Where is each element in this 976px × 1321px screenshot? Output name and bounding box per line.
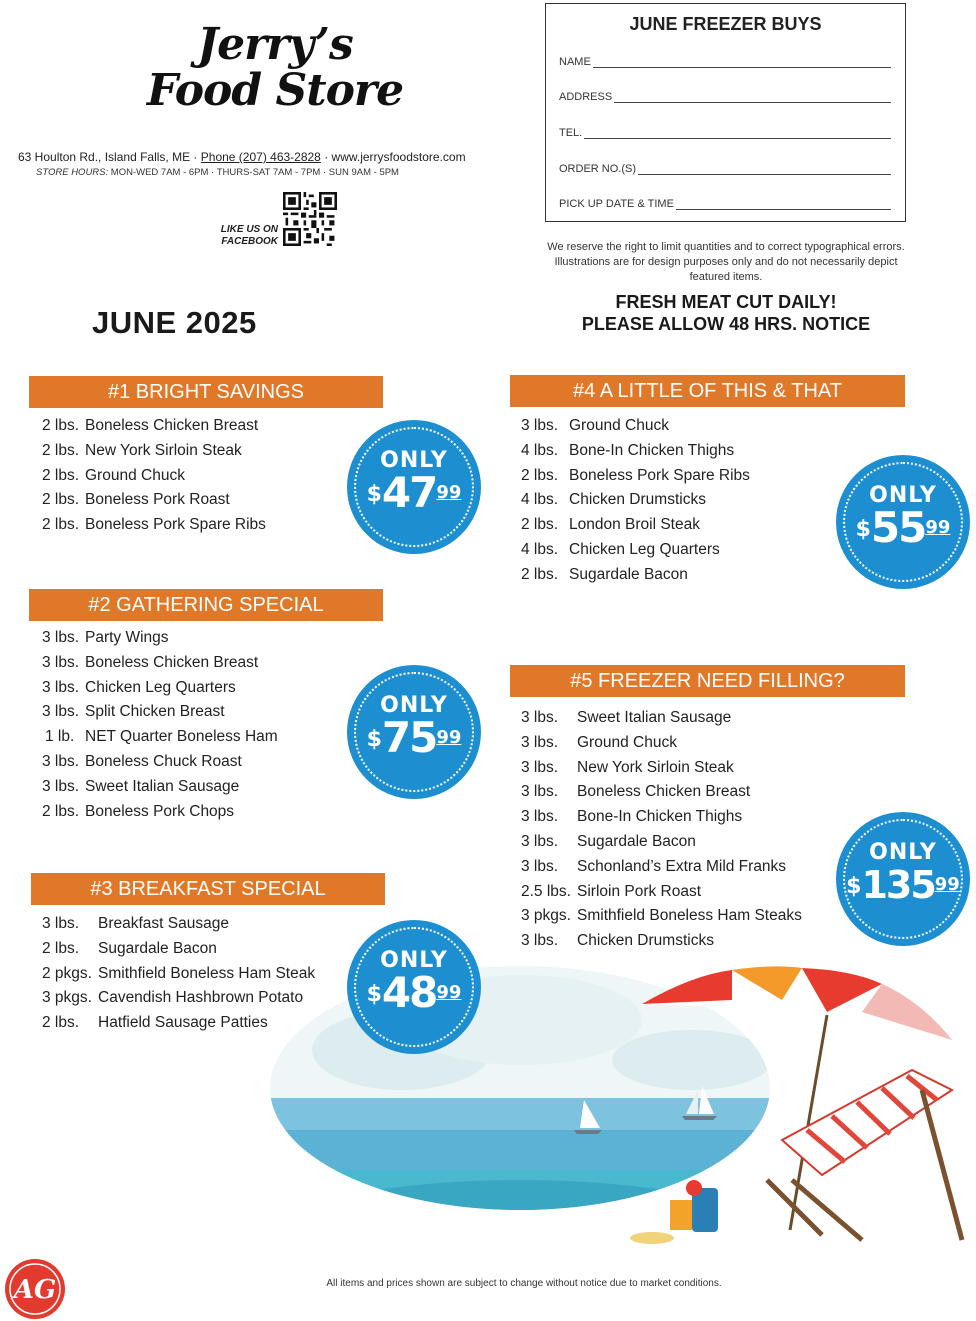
tel-field[interactable]: [559, 127, 891, 139]
item-name: Boneless Chuck Roast: [85, 752, 242, 770]
price-only-label: ONLY: [869, 483, 937, 508]
bundle-3-price: [347, 968, 481, 1024]
item-qty: 2 pkgs.: [42, 964, 92, 982]
bundle-5-header: #5 FREEZER NEED FILLING?: [510, 665, 905, 697]
item-qty: 3 lbs.: [521, 857, 559, 875]
list-item: [42, 488, 266, 513]
item-name: Schonland’s Extra Mild Franks: [577, 857, 787, 875]
item-qty: 1 lb.: [45, 728, 75, 746]
item-qty: 2 lbs.: [42, 516, 80, 534]
list-item: [42, 626, 278, 651]
item-qty: 2 lbs.: [42, 441, 80, 459]
item-name: Hatfield Sausage Patties: [98, 1014, 268, 1032]
price-dollar: $: [855, 517, 871, 542]
price-cents: 99: [436, 727, 462, 748]
item-qty: 4 lbs.: [521, 540, 559, 558]
item-qty: 4 lbs.: [521, 491, 559, 509]
bundle-2-price-badge: [347, 665, 481, 799]
item-qty: 2 lbs.: [42, 466, 80, 484]
list-item: [521, 563, 750, 588]
store-address: 63 Houlton Rd., Island Falls, ME ·: [18, 150, 198, 164]
price-dollar: $: [366, 482, 382, 507]
price-dollar: $: [366, 982, 382, 1007]
item-name: Smithfield Boneless Ham Steaks: [577, 907, 802, 925]
item-qty: 3 pkgs.: [521, 907, 571, 925]
list-item: [521, 929, 802, 954]
item-name: Sirloin Pork Roast: [577, 882, 702, 900]
item-name: Ground Chuck: [577, 733, 677, 751]
list-item: [521, 731, 802, 756]
item-name: Party Wings: [85, 629, 169, 646]
item-qty: 3 lbs.: [521, 808, 559, 826]
price-main: 135: [861, 863, 935, 907]
list-item: [521, 855, 802, 880]
pickup-field-label: PICK UP DATE & TIME: [559, 198, 674, 210]
item-name: Chicken Leg Quarters: [569, 540, 720, 558]
item-qty: 3 lbs.: [521, 417, 559, 434]
price-dollar: $: [366, 727, 382, 752]
bundle-3-header: #3 BREAKFAST SPECIAL: [31, 873, 385, 905]
fresh-meat-notice: [530, 291, 922, 335]
item-name: Sugardale Bacon: [98, 939, 217, 957]
item-qty: 3 lbs.: [42, 777, 80, 795]
price-only-label: ONLY: [380, 448, 448, 473]
tel-field-label: TEL.: [559, 127, 583, 139]
disclaimer: We reserve the right to limit quantities and to correct typographical errors. Illustrations are for design purposes only and do not necessarily depict featured items.: [547, 241, 905, 283]
list-item: [42, 676, 278, 701]
item-name: Sweet Italian Sausage: [577, 709, 732, 726]
item-name: Split Chicken Breast: [85, 703, 225, 721]
address-field[interactable]: [559, 91, 891, 103]
item-name: Boneless Pork Spare Ribs: [569, 466, 750, 484]
bundle-1-items: [42, 414, 266, 538]
price-cents: 99: [934, 874, 960, 895]
order-form-title: JUNE FREEZER BUYS: [629, 14, 822, 34]
item-qty: 3 lbs.: [42, 678, 80, 696]
price-cents: 99: [925, 517, 951, 538]
list-item: [521, 805, 802, 830]
list-item: [521, 756, 802, 781]
item-qty: 2 lbs.: [42, 1014, 80, 1032]
bundle-4-price-badge: [836, 455, 970, 589]
item-name: Breakfast Sausage: [98, 915, 229, 932]
list-item: [521, 880, 802, 905]
list-item: [521, 904, 802, 929]
item-qty: 3 lbs.: [521, 758, 559, 776]
store-hours: [36, 167, 399, 178]
item-name: Bone-In Chicken Thighs: [577, 808, 743, 826]
item-qty: 3 lbs.: [42, 752, 80, 770]
order-no-field[interactable]: [559, 163, 891, 175]
item-name: London Broil Steak: [569, 516, 700, 534]
item-qty: 3 pkgs.: [42, 989, 92, 1007]
list-item: [521, 513, 750, 538]
item-qty: 2 lbs.: [521, 565, 559, 583]
item-qty: 4 lbs.: [521, 441, 559, 459]
item-qty: 2 lbs.: [42, 417, 80, 434]
store-hours-text: MON-WED 7AM - 6PM · THURS-SAT 7AM - 7PM · SUN 9AM - 5PM: [110, 167, 399, 178]
price-dollar: $: [846, 874, 862, 899]
item-name: Chicken Drumsticks: [577, 932, 714, 950]
store-website-link[interactable]: · www.jerrysfoodstore.com: [324, 150, 466, 164]
price-only-label: ONLY: [380, 693, 448, 718]
list-item: [42, 725, 278, 750]
item-name: Chicken Drumsticks: [569, 491, 706, 509]
item-qty: 3 lbs.: [42, 653, 80, 671]
store-phone-link[interactable]: Phone (207) 463-2828: [200, 150, 321, 164]
item-name: Chicken Leg Quarters: [85, 678, 236, 696]
item-qty: 3 lbs.: [521, 733, 559, 751]
name-field-label: NAME: [559, 56, 591, 68]
bundle-5-price: [836, 863, 970, 915]
bundle-5-items: [521, 706, 802, 954]
item-qty: 3 lbs.: [42, 703, 80, 721]
month-title: JUNE 2025: [92, 305, 257, 340]
price-only-label: ONLY: [869, 840, 937, 865]
item-qty: 3 lbs.: [521, 783, 559, 801]
price-main: 48: [381, 968, 437, 1017]
list-item: [42, 513, 266, 538]
item-qty: 2 lbs.: [42, 491, 80, 509]
bundle-4-header: #4 A LITTLE OF THIS & THAT: [510, 375, 905, 407]
item-name: Sugardale Bacon: [569, 565, 688, 583]
price-main: 75: [381, 713, 437, 762]
item-name: Sugardale Bacon: [577, 832, 696, 850]
item-name: Boneless Chicken Breast: [577, 783, 751, 801]
list-item: [42, 651, 278, 676]
list-item: [521, 706, 802, 731]
item-qty: 2 lbs.: [42, 802, 80, 820]
qr-code-icon[interactable]: [283, 192, 337, 246]
item-name: Bone-In Chicken Thighs: [569, 441, 735, 459]
bundle-1-price: [347, 468, 481, 524]
item-name: Sweet Italian Sausage: [85, 777, 240, 795]
item-qty: 3 lbs.: [42, 629, 80, 646]
ag-logo-text: AG: [13, 1275, 57, 1305]
list-item: [42, 464, 266, 489]
list-item: [521, 538, 750, 563]
item-name: NET Quarter Boneless Ham: [85, 728, 278, 746]
facebook-callout: [214, 224, 278, 248]
item-name: Smithfield Boneless Ham Steak: [98, 964, 316, 982]
bundle-4-items: [521, 414, 750, 588]
fresh-line2: PLEASE ALLOW 48 HRS. NOTICE: [581, 314, 871, 334]
bundle-1-price-badge: [347, 420, 481, 554]
price-only-label: ONLY: [380, 948, 448, 973]
item-name: Ground Chuck: [569, 417, 669, 434]
item-qty: 2.5 lbs.: [521, 882, 571, 900]
bundle-4-price: [836, 503, 970, 559]
store-address-line: [18, 150, 466, 164]
item-name: New York Sirloin Steak: [577, 758, 734, 776]
item-name: Ground Chuck: [85, 466, 185, 484]
fresh-line1: FRESH MEAT CUT DAILY!: [615, 292, 837, 312]
item-name: Boneless Chicken Breast: [85, 653, 259, 671]
order-no-field-label: ORDER NO.(S): [559, 163, 636, 175]
bundle-1-header: #1 BRIGHT SAVINGS: [29, 376, 383, 408]
bundle-3-price-badge: [347, 920, 481, 1054]
ag-logo-icon: [4, 1258, 66, 1320]
price-cents: 99: [436, 482, 462, 503]
list-item: [521, 830, 802, 855]
store-hours-label: STORE HOURS:: [36, 167, 109, 178]
item-qty: 2 lbs.: [42, 939, 80, 957]
bundle-2-header: #2 GATHERING SPECIAL: [29, 589, 383, 621]
list-item: [42, 750, 278, 775]
price-main: 55: [870, 503, 926, 552]
item-name: Boneless Pork Roast: [85, 491, 230, 509]
list-item: [521, 464, 750, 489]
item-name: New York Sirloin Steak: [85, 441, 242, 459]
list-item: [42, 439, 266, 464]
list-item: [42, 775, 278, 800]
item-name: Boneless Pork Spare Ribs: [85, 516, 266, 534]
list-item: [42, 700, 278, 725]
price-main: 47: [381, 468, 437, 517]
store-logo: [140, 19, 410, 116]
footer-disclaimer: All items and prices shown are subject to change without notice due to market conditions.: [326, 1278, 722, 1289]
facebook-line2: FACEBOOK: [221, 236, 278, 247]
item-qty: 2 lbs.: [521, 466, 559, 484]
item-name: Boneless Chicken Breast: [85, 417, 259, 434]
item-qty: 3 lbs.: [521, 932, 559, 950]
item-qty: 3 lbs.: [42, 915, 80, 932]
list-item: [521, 780, 802, 805]
facebook-line1: LIKE US ON: [220, 224, 278, 235]
pickup-field[interactable]: [559, 198, 891, 210]
item-qty: 3 lbs.: [521, 832, 559, 850]
list-item: [42, 800, 278, 825]
store-name-line1: Jerry’s: [197, 19, 353, 70]
store-name-line2: Food Store: [146, 65, 404, 116]
list-item: [521, 414, 750, 439]
list-item: [42, 912, 315, 937]
order-form: [545, 3, 906, 222]
item-name: Boneless Pork Chops: [85, 802, 235, 820]
list-item: [42, 414, 266, 439]
price-cents: 99: [436, 982, 462, 1003]
bundle-2-items: [42, 626, 278, 824]
address-field-label: ADDRESS: [559, 91, 613, 103]
list-item: [521, 488, 750, 513]
bundle-2-price: [347, 713, 481, 769]
list-item: [521, 439, 750, 464]
item-name: Cavendish Hashbrown Potato: [98, 989, 304, 1007]
name-field[interactable]: [559, 56, 891, 68]
bundle-5-price-badge: [836, 812, 970, 946]
item-qty: 2 lbs.: [521, 516, 559, 534]
item-qty: 3 lbs.: [521, 709, 559, 726]
